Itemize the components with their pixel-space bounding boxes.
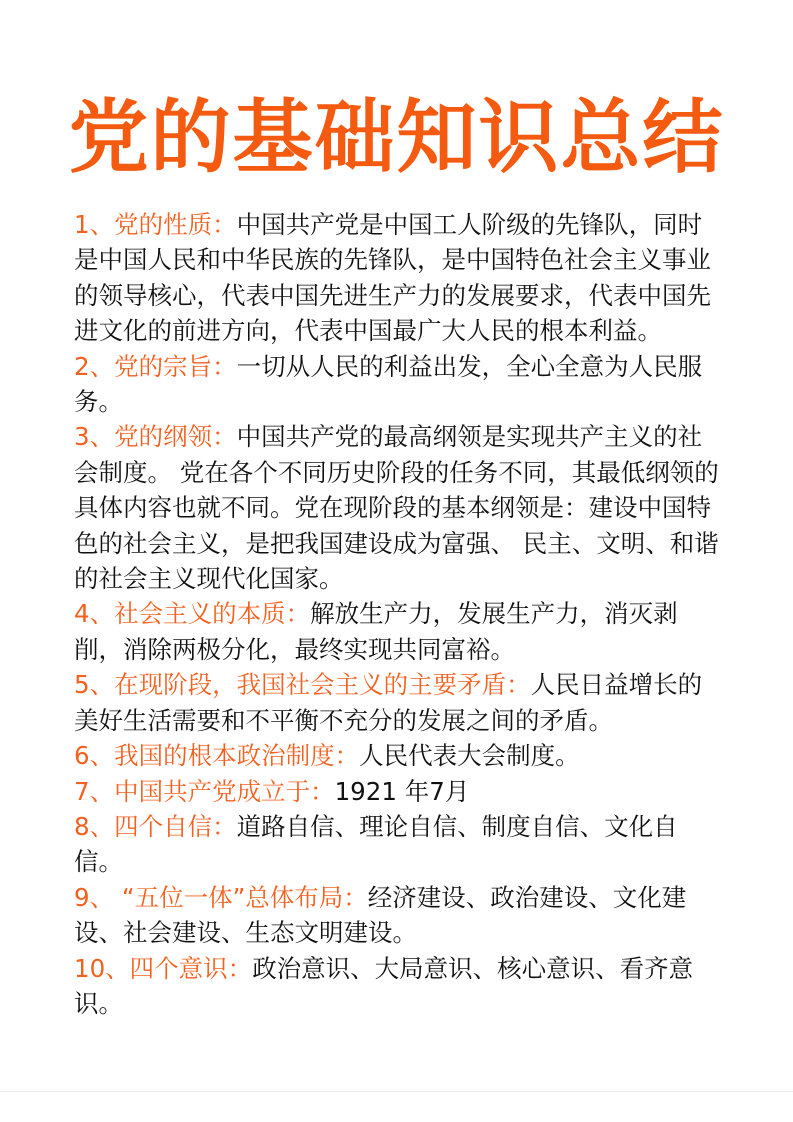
item-text: 经济建设、政治建设、文化建设、社会建设、生态文明建设。 <box>74 882 687 948</box>
item-label: 9、 “五位一体”总体布局： <box>74 882 368 912</box>
item-label: 3、党的纲领： <box>74 422 237 452</box>
item-label: 5、在现阶段，我国社会主义的主要矛盾： <box>74 670 531 700</box>
item-label: 1、党的性质： <box>74 210 237 239</box>
item-label: 10、四个意识： <box>74 953 253 983</box>
knowledge-list <box>74 207 724 1021</box>
item-label: 2、党的宗旨： <box>74 351 237 381</box>
page-title: 党的基础知识总结 <box>68 91 725 184</box>
list-item <box>74 207 724 349</box>
list-item <box>74 951 724 1022</box>
bottom-divider <box>0 1091 793 1092</box>
item-text: 解放生产力，发展生产力，消灭剥削，消除两极分化，最终实现共同富裕。 <box>74 599 678 664</box>
item-text: 中国共产党是中国工人阶级的先锋队，同时是中国人民和中华民族的先锋队，是中国特色社会主义事业的领导核心，代表中国先进生产力的发展要求，代表中国先进文化的前进方向，代表中国最广大人民的根本利益。 <box>74 210 711 346</box>
item-text: 道路自信、理论自信、制度自信、文化自信。 <box>74 811 678 877</box>
item-text: 一切从人民的利益出发，全心全意为人民服务。 <box>74 351 703 417</box>
list-item <box>74 349 724 420</box>
list-item <box>74 596 724 667</box>
list-item <box>74 809 724 880</box>
list-item <box>74 774 724 809</box>
list-item <box>74 880 724 951</box>
item-label: 8、四个自信： <box>74 811 237 841</box>
item-label: 7、中国共产党成立于： <box>74 776 335 806</box>
item-text: 人民代表大会制度。 <box>359 741 580 771</box>
item-text: 政治意识、大局意识、核心意识、看齐意识。 <box>74 953 694 1018</box>
item-label: 6、我国的根本政治制度： <box>74 741 360 771</box>
list-item <box>74 738 724 773</box>
list-item <box>74 667 724 738</box>
item-text: 1921 年7月 <box>334 776 470 806</box>
item-label: 4、社会主义的本质： <box>74 599 311 629</box>
list-item <box>74 419 724 596</box>
item-text: 人民日益增长的美好生活需要和不平衡不充分的发展之间的矛盾。 <box>74 670 703 735</box>
item-text: 中国共产党的最高纲领是实现共产主义的社会制度。 党在各个不同历史阶段的任务不同，其最低纲领的具体内容也就不同。党在现阶段的基本纲领是：建设中国特色的社会主义，是把我国建设成为富强、 民主、文明、和谐的社会主义现代化国家。 <box>74 422 719 594</box>
